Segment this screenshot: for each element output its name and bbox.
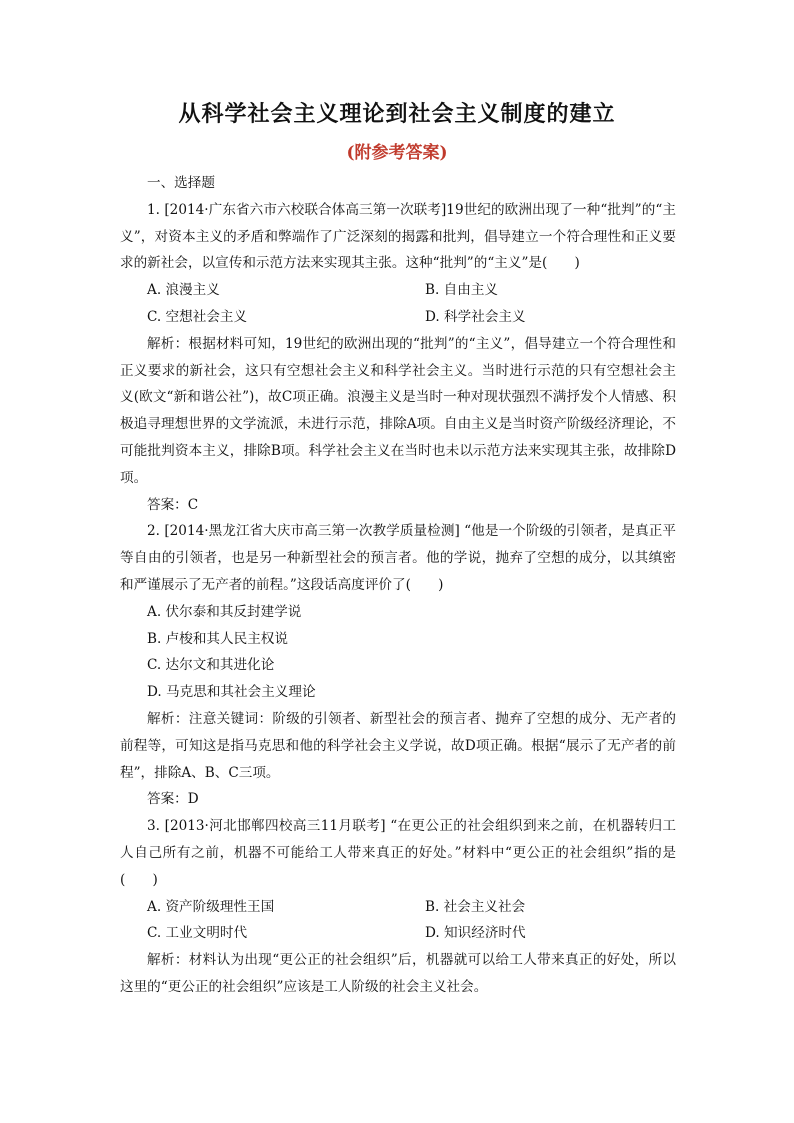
page-title: 从科学社会主义理论到社会主义制度的建立 bbox=[178, 101, 616, 127]
question-3-option-b: B. 社会主义社会 bbox=[425, 898, 526, 915]
question-2-text: 2. [2014·黑龙江省大庆市高三第一次教学质量检测] “他是一个阶级的引领者，是真正平等自由的引领者，也是另一种新型社会的预言者。他的学说，抛弃了空想的成分，以其缜密和严谨展示了无产者的前程。”这段话高度评价了( ) bbox=[120, 523, 676, 593]
question-2-option-a: A. 伏尔泰和其反封建学说 bbox=[147, 603, 302, 620]
question-2-answer: 答案：D bbox=[147, 791, 199, 808]
question-1-options-row-1 bbox=[120, 277, 676, 304]
question-2-analysis: 解析：注意关键词：阶级的引领者、新型社会的预言者、抛弃了空想的成分、无产者的前程等，可知这是指马克思和他的科学社会主义学说，故D项正确。根据“展示了无产者的前程”，排除A、B、C三项。 bbox=[120, 710, 676, 781]
question-3-option-a: A. 资产阶级理性王国 bbox=[147, 898, 275, 915]
question-3-options-row-2 bbox=[120, 920, 676, 947]
question-2-option-c: C. 达尔文和其进化论 bbox=[147, 657, 275, 674]
question-1-text: 1. [2014·广东省六市六校联合体高三第一次联考]19世纪的欧洲出现了一种“批判”的“主义”，对资本主义的矛盾和弊端作了广泛深刻的揭露和批判，倡导建立一个符合理性和正义要求的新社会，以宣传和示范方法来实现其主张。这种“批判”的“主义”是( ) bbox=[120, 201, 676, 272]
question-1-option-a: A. 浪漫主义 bbox=[147, 282, 220, 299]
question-2-option-b: B. 卢梭和其人民主权说 bbox=[147, 630, 288, 647]
question-1-option-c: C. 空想社会主义 bbox=[147, 308, 248, 325]
section-heading: 一、选择题 bbox=[147, 175, 215, 191]
question-3-text: 3. [2013·河北邯郸四校高三11月联考] “在更公正的社会组织到来之前，在机器转归工人自己所有之前，机器不可能给工人带来真正的好处。”材料中“更公正的社会组织”指的是( ) bbox=[120, 818, 676, 888]
question-1-answer: 答案：C bbox=[147, 496, 199, 513]
question-1-option-d: D. 科学社会主义 bbox=[425, 308, 526, 325]
question-3-option-d: D. 知识经济时代 bbox=[425, 925, 526, 942]
question-3-analysis: 解析：材料认为出现“更公正的社会组织”后，机器就可以给工人带来真正的好处，所以这里的“更公正的社会组织”应该是工人阶级的社会主义社会。 bbox=[120, 952, 676, 995]
question-3-option-c: C. 工业文明时代 bbox=[147, 925, 248, 942]
question-1-option-b: B. 自由主义 bbox=[425, 282, 499, 299]
question-3-options-row-1 bbox=[120, 894, 676, 921]
document-body bbox=[120, 170, 676, 1001]
question-1-options-row-2 bbox=[120, 304, 676, 331]
page-subtitle: (附参考答案) bbox=[346, 143, 448, 163]
question-2-option-d: D. 马克思和其社会主义理论 bbox=[147, 684, 316, 701]
question-1-analysis: 解析：根据材料可知，19世纪的欧洲出现的“批判”的“主义”，倡导建立一个符合理性和正义要求的新社会，这只有空想社会主义和科学社会主义。当时进行示范的只有空想社会主义(欧文“新和谐公社”)，故C项正确。浪漫主义是当时一种对现状强烈不满抒发个人情感、积极追寻理想世界的文学流派，未进行示范，排除A项。自由主义是当时资产阶级经济理论，不可能批判资本主义，排除B项。科学社会主义在当时也未以示范方法来实现其主张，故排除D项。 bbox=[120, 335, 676, 486]
